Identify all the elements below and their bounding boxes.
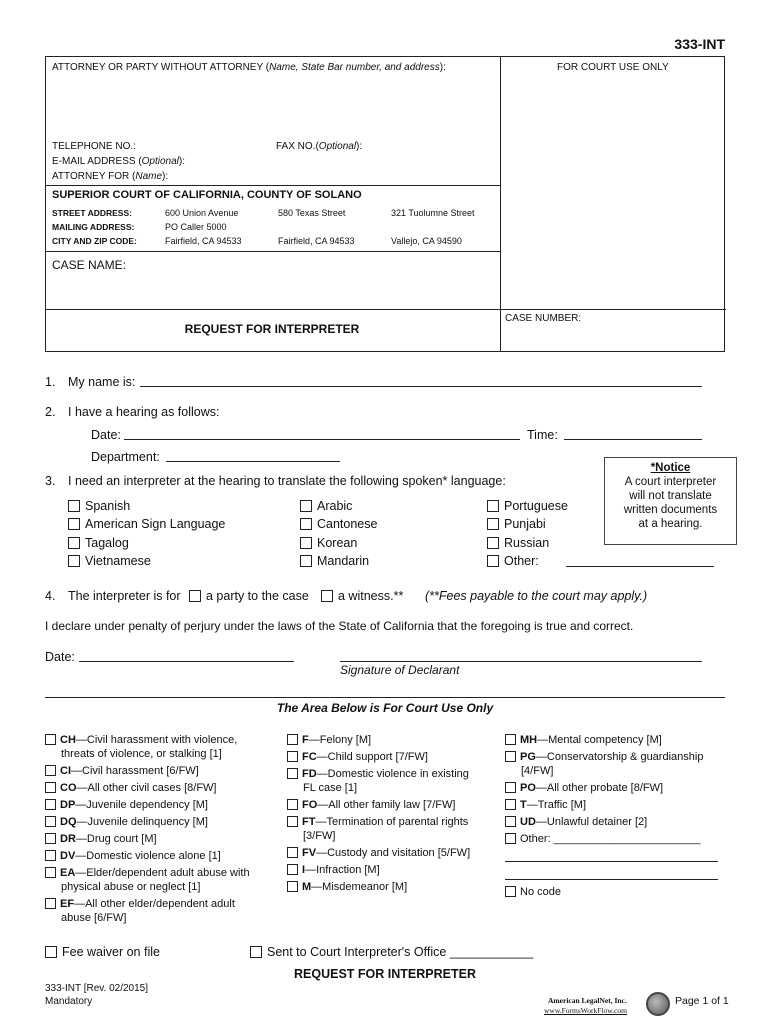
publisher-name: American LegalNet, Inc.	[548, 996, 627, 1005]
city-zip-2: Fairfield, CA 94533	[278, 236, 355, 246]
form-id: 333-INT	[674, 36, 725, 52]
case-code-fd[interactable]: FD—Domestic violence in existing	[287, 767, 497, 781]
divider	[46, 309, 726, 310]
checkbox[interactable]	[68, 500, 80, 512]
party-option[interactable]: a party to the case	[189, 589, 309, 603]
language-other[interactable]: Other:	[487, 554, 539, 568]
telephone-label: TELEPHONE NO.:	[52, 141, 136, 152]
court-use-divider	[45, 697, 725, 698]
checkbox[interactable]	[505, 886, 516, 897]
checkbox[interactable]	[189, 590, 201, 602]
checkbox[interactable]	[505, 782, 516, 793]
checkbox[interactable]	[505, 816, 516, 827]
checkbox[interactable]	[300, 500, 312, 512]
other-language-field[interactable]	[566, 566, 714, 567]
item-3-label: I need an interpreter at the hearing to translate the following spoken* language:	[68, 474, 506, 488]
checkbox[interactable]	[300, 518, 312, 530]
item-1-label: My name is:	[68, 375, 136, 389]
language-arabic[interactable]: Arabic	[300, 499, 352, 513]
checkbox[interactable]	[300, 537, 312, 549]
fee-note: (**Fees payable to the court may apply.)	[425, 589, 648, 603]
street-address-3: 321 Tuolumne Street	[391, 208, 475, 218]
city-zip-3: Vallejo, CA 94590	[391, 236, 462, 246]
no-code-option[interactable]: No code	[505, 885, 561, 899]
case-code-dr[interactable]: DR—Drug court [M]	[45, 832, 275, 846]
case-code-ef-cont: abuse [6/FW]	[61, 912, 127, 924]
checkbox[interactable]	[287, 864, 298, 875]
publisher-logo-icon	[646, 992, 670, 1016]
footer-title: REQUEST FOR INTERPRETER	[294, 967, 476, 981]
case-code-ea[interactable]: EA—Elder/dependent adult abuse with	[45, 866, 275, 880]
department-label: Department:	[91, 450, 160, 464]
checkbox[interactable]	[45, 765, 56, 776]
language-asl[interactable]: American Sign Language	[68, 517, 225, 531]
case-code-ft-cont: [3/FW]	[303, 830, 336, 842]
checkbox[interactable]	[45, 782, 56, 793]
form-title: REQUEST FOR INTERPRETER	[184, 322, 360, 336]
language-vietnamese[interactable]: Vietnamese	[68, 554, 151, 568]
mailing-address-label: MAILING ADDRESS:	[52, 222, 135, 232]
checkbox[interactable]	[487, 555, 499, 567]
case-code-pg-cont: [4/FW]	[521, 765, 554, 777]
case-code-pg[interactable]: PG—Conservatorship & guardianship	[505, 750, 735, 764]
checkbox[interactable]	[45, 799, 56, 810]
case-code-po[interactable]: PO—All other probate [8/FW]	[505, 781, 735, 795]
notice-line: A court interpreter	[624, 476, 717, 488]
publisher-url[interactable]: www.FormsWorkFlow.com	[544, 1006, 628, 1015]
notice-box	[604, 457, 737, 545]
item-3-number: 3.	[45, 474, 56, 488]
caption-box	[45, 56, 725, 352]
language-tagalog[interactable]: Tagalog	[68, 536, 129, 550]
notice-line: will not translate	[629, 490, 712, 502]
fee-waiver-option[interactable]: Fee waiver on file	[45, 945, 160, 959]
case-code-ch-cont: threats of violence, or stalking [1]	[61, 748, 222, 760]
checkbox[interactable]	[505, 799, 516, 810]
case-number-label: CASE NUMBER:	[505, 313, 582, 324]
email-label: E-MAIL ADDRESS (Optional):	[52, 156, 186, 167]
case-code-m[interactable]: M—Misdemeanor [M]	[287, 880, 497, 894]
checkbox[interactable]	[505, 751, 516, 762]
department-field[interactable]	[166, 461, 340, 462]
checkbox[interactable]	[300, 555, 312, 567]
attorney-for-label: ATTORNEY FOR (Name):	[52, 171, 169, 182]
checkbox[interactable]	[287, 734, 298, 745]
court-use-column-3	[505, 733, 735, 846]
case-code-ef[interactable]: EF—All other elder/dependent adult	[45, 897, 275, 911]
case-code-dq[interactable]: DQ—Juvenile delinquency [M]	[45, 815, 275, 829]
declaration-text: I declare under penalty of perjury under the laws of the State of California that the foregoing is true and correct.	[45, 619, 634, 633]
other-code-line-3[interactable]	[505, 879, 718, 880]
city-zip-label: CITY AND ZIP CODE:	[52, 236, 137, 246]
court-use-heading: The Area Below is For Court Use Only	[276, 701, 494, 715]
case-code-dp[interactable]: DP—Juvenile dependency [M]	[45, 798, 275, 812]
footer-revision: 333-INT [Rev. 02/2015]	[45, 983, 149, 994]
fax-label: FAX NO.(Optional):	[276, 141, 363, 152]
language-portuguese[interactable]: Portuguese	[487, 499, 568, 513]
case-code-fc[interactable]: FC—Child support [7/FW]	[287, 750, 497, 764]
item-2-number: 2.	[45, 405, 56, 419]
street-address-label: STREET ADDRESS:	[52, 208, 132, 218]
checkbox[interactable]	[487, 500, 499, 512]
checkbox[interactable]	[45, 867, 56, 878]
checkbox[interactable]	[487, 518, 499, 530]
divider	[46, 185, 500, 186]
checkbox[interactable]	[45, 850, 56, 861]
language-mandarin[interactable]: Mandarin	[300, 554, 369, 568]
sent-office-option[interactable]: Sent to Court Interpreter's Office ____________	[250, 945, 533, 959]
case-code-ea-cont: physical abuse or neglect [1]	[61, 881, 201, 893]
attorney-label: ATTORNEY OR PARTY WITHOUT ATTORNEY (Name, State Bar number, and address):	[52, 62, 446, 73]
checkbox[interactable]	[68, 537, 80, 549]
notice-line: at a hearing.	[638, 518, 703, 530]
sign-date-field[interactable]	[79, 661, 294, 662]
case-code-t[interactable]: T—Traffic [M]	[505, 798, 735, 812]
checkbox[interactable]	[68, 555, 80, 567]
date-label: Date:	[91, 428, 121, 442]
court-name: SUPERIOR COURT OF CALIFORNIA, COUNTY OF SOLANO	[52, 189, 362, 201]
language-cantonese[interactable]: Cantonese	[300, 517, 377, 531]
checkbox[interactable]	[45, 946, 57, 958]
checkbox[interactable]	[505, 833, 516, 844]
time-label: Time:	[527, 428, 558, 442]
divider	[46, 251, 500, 252]
case-code-fd-cont: FL case [1]	[303, 782, 358, 794]
page-number: Page 1 of 1	[675, 995, 729, 1007]
case-code-ch[interactable]: CH—Civil harassment with violence,	[45, 733, 275, 747]
street-address-1: 600 Union Avenue	[165, 208, 239, 218]
city-zip-1: Fairfield, CA 94533	[165, 236, 242, 246]
hearing-time-field[interactable]	[564, 439, 702, 440]
mailing-address-1: PO Caller 5000	[165, 222, 227, 232]
case-code-other[interactable]: Other: ________________________	[505, 832, 735, 846]
language-punjabi[interactable]: Punjabi	[487, 517, 546, 531]
checkbox[interactable]	[287, 847, 298, 858]
checkbox[interactable]	[45, 833, 56, 844]
case-code-dv[interactable]: DV—Domestic violence alone [1]	[45, 849, 275, 863]
signature-field[interactable]	[340, 661, 702, 662]
footer-mandatory: Mandatory	[45, 996, 93, 1007]
case-code-i[interactable]: I—Infraction [M]	[287, 863, 497, 877]
checkbox[interactable]	[287, 768, 298, 779]
notice-line: written documents	[623, 504, 718, 516]
checkbox[interactable]	[45, 898, 56, 909]
witness-option[interactable]: a witness.**	[321, 589, 403, 603]
court-use-label: FOR COURT USE ONLY	[557, 62, 669, 73]
sign-date-label: Date:	[45, 650, 75, 664]
item-4-number: 4.	[45, 589, 56, 603]
checkbox[interactable]	[287, 816, 298, 827]
case-code-ft[interactable]: FT—Termination of parental rights	[287, 815, 497, 829]
language-russian[interactable]: Russian	[487, 536, 549, 550]
court-use-column-2	[287, 733, 497, 894]
language-korean[interactable]: Korean	[300, 536, 357, 550]
notice-title: *Notice	[650, 462, 691, 474]
item-2-label: I have a hearing as follows:	[68, 405, 220, 419]
checkbox[interactable]	[250, 946, 262, 958]
case-code-ci[interactable]: CI—Civil harassment [6/FW]	[45, 764, 275, 778]
case-name-label: CASE NAME:	[52, 258, 127, 272]
divider	[500, 57, 501, 351]
checkbox[interactable]	[287, 751, 298, 762]
checkbox[interactable]	[287, 799, 298, 810]
court-use-column-1	[45, 733, 275, 925]
checkbox[interactable]	[68, 518, 80, 530]
case-code-fv[interactable]: FV—Custody and visitation [5/FW]	[287, 846, 497, 860]
language-spanish[interactable]: Spanish	[68, 499, 130, 513]
checkbox[interactable]	[505, 734, 516, 745]
hearing-date-field[interactable]	[124, 439, 520, 440]
case-code-mh[interactable]: MH—Mental competency [M]	[505, 733, 735, 747]
case-code-f[interactable]: F—Felony [M]	[287, 733, 497, 747]
case-code-ud[interactable]: UD—Unlawful detainer [2]	[505, 815, 735, 829]
checkbox[interactable]	[487, 537, 499, 549]
case-code-co[interactable]: CO—All other civil cases [8/FW]	[45, 781, 275, 795]
name-field[interactable]	[140, 386, 702, 387]
case-code-fo[interactable]: FO—All other family law [7/FW]	[287, 798, 497, 812]
other-code-line-2[interactable]	[505, 861, 718, 862]
checkbox[interactable]	[287, 881, 298, 892]
item-1-number: 1.	[45, 375, 56, 389]
checkbox[interactable]	[321, 590, 333, 602]
checkbox[interactable]	[45, 734, 56, 745]
signature-label: Signature of Declarant	[340, 663, 460, 677]
street-address-2: 580 Texas Street	[278, 208, 346, 218]
checkbox[interactable]	[45, 816, 56, 827]
item-4-label: The interpreter is for	[68, 589, 181, 603]
